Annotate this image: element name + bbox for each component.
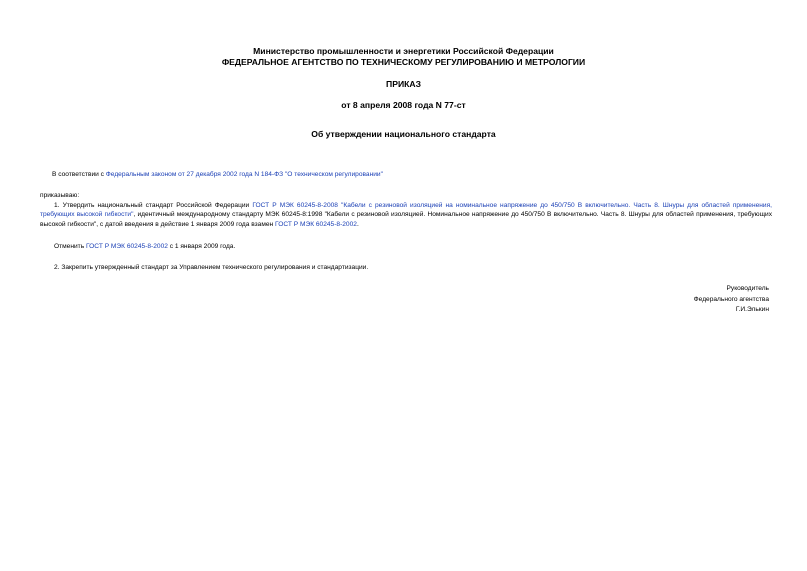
item-2-paragraph: 2. Закрепить утвержденный стандарт за Управлением технического регулирования и стандартизации.	[54, 264, 369, 271]
cancel-date-text: с 1 января 2009 года.	[167, 243, 236, 250]
cancel-paragraph	[54, 242, 774, 251]
preamble-paragraph	[52, 170, 772, 179]
gost-2002-link[interactable]: ГОСТ Р МЭК 60245-8-2002	[275, 220, 357, 228]
item-1-paragraph	[40, 201, 772, 229]
orders-text: приказываю:	[40, 192, 80, 199]
document-type: ПРИКАЗ	[386, 79, 421, 89]
document-title: Об утверждении национального стандарта	[311, 129, 496, 139]
item-1-end: .	[356, 220, 359, 228]
document-date: от 8 апреля 2008 года N 77-ст	[341, 100, 466, 110]
signature-position: Руководитель	[726, 285, 769, 292]
cancel-text: Отменить	[54, 243, 86, 250]
signature-name: Г.И.Элькин	[735, 306, 769, 313]
gost-2008-link[interactable]: ГОСТ Р МЭК 60245-8-2008 "Кабели с резиновой изоляцией на номинальное напряжение до 450/750 В включительно. Часть 8. Шнуры для областей применения, требующих высокой гибкости"	[40, 202, 772, 219]
agency-name: ФЕДЕРАЛЬНОЕ АГЕНТСТВО ПО ТЕХНИЧЕСКОМУ РЕГУЛИРОВАНИЮ И МЕТРОЛОГИИ	[221, 57, 586, 67]
preamble-text: В соответствии с	[52, 171, 106, 178]
item-1-continuation: , идентичный международному стандарту МЭК 60245-8:1998 "Кабели с резиновой изоляцией. Номинальное напряжение до 450/750 В включительно. Часть 8. Шнуры для областей применения, требующих высокой гибкости", с датой введения в действие 1 января 2009 года взамен	[40, 211, 773, 228]
gost-2002-cancel-link[interactable]: ГОСТ Р МЭК 60245-8-2002	[85, 243, 168, 250]
ministry-name: Министерство промышленности и энергетики Российской Федерации	[253, 46, 554, 56]
item-1-text: 1. Утвердить национальный стандарт Российской Федерации	[54, 202, 253, 209]
federal-law-link[interactable]: Федеральным законом от 27 декабря 2002 года N 184-ФЗ "О техническом регулировании"	[105, 171, 383, 178]
signature-agency: Федерального агентства	[693, 296, 769, 303]
